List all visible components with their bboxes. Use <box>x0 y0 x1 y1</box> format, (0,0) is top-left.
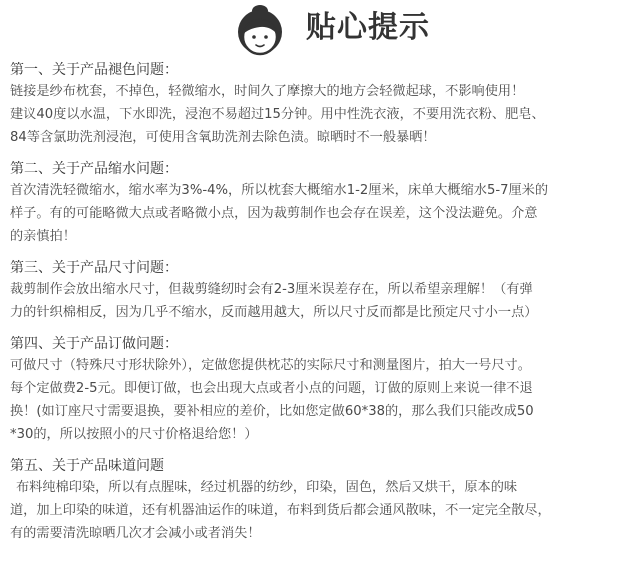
section-size <box>10 258 616 324</box>
section-line: 的亲慎拍！ <box>10 229 76 244</box>
section-line: 首次清洗轻微缩水，缩水率为3%-4%，所以枕套大概缩水1-2厘米，床单大概缩水5-7厘米的 <box>10 183 549 198</box>
section-line: 每个定做费2-5元。即便订做，也会出现大点或者小点的问题，订做的原则上来说一律不退 <box>10 381 533 396</box>
page-title: 贴心提示 <box>306 10 430 45</box>
section-line: 道，加上印染的味道，还有机器油运作的味道，布料到货后都会通风散味，不一定完全散尽， <box>10 503 551 518</box>
section-title: 第五、关于产品味道问题 <box>10 458 164 474</box>
section-shrinkage <box>10 159 616 248</box>
section-line: 链接是纱布枕套，不掉色，轻微缩水，时间久了摩擦大的地方会轻微起球，不影响使用！ <box>10 84 525 99</box>
tips-content <box>10 60 616 551</box>
section-line: *30的，所以按照小的尺寸价格退给您！） <box>10 427 258 442</box>
section-custom-order <box>10 334 616 446</box>
section-title: 第四、关于产品订做问题： <box>10 336 178 352</box>
section-line: 力的针织棉相反，因为几乎不缩水，反而越用越大，所以尺寸反而都是比预定尺寸小一点） <box>10 305 538 320</box>
section-line: 换！(如订座尺寸需要退换，要补相应的差价，比如您定做60*38的，那么我们只能改成50 <box>10 404 534 419</box>
section-title: 第二、关于产品缩水问题： <box>10 161 178 177</box>
section-line: 可做尺寸（特殊尺寸形状除外），定做您提供枕芯的实际尺寸和测量图片，拍大一号尺寸。 <box>10 358 531 373</box>
section-line: 裁剪制作会放出缩水尺寸，但裁剪缝纫时会有2-3厘米误差存在，所以希望亲理解！（有弹 <box>10 282 533 297</box>
section-fading <box>10 60 616 149</box>
section-line: 84等含氯助洗剂浸泡，可使用含氧助洗剂去除色渍。晾晒时不一般暴晒！ <box>10 130 436 145</box>
section-line: 样子。有的可能略微大点或者略微小点，因为裁剪制作也会存在误差，这个没法避免。介意 <box>10 206 538 221</box>
section-title: 第一、关于产品褪色问题： <box>10 62 178 78</box>
section-smell <box>10 456 616 545</box>
section-title: 第三、关于产品尺寸问题： <box>10 260 178 276</box>
section-line: 布料纯棉印染，所以有点腥味，经过机器的纺纱，印染，固色，然后又烘干，原本的味 <box>16 480 518 495</box>
customer-service-girl-icon <box>232 4 288 58</box>
section-line: 建议40度以水温，下水即洗，浸泡不易超过15分钟。用中性洗衣液，不要用洗衣粉、肥皂、 <box>10 107 545 122</box>
section-line: 有的需要清洗晾晒几次才会减小或者消失！ <box>10 526 261 541</box>
header <box>0 0 620 60</box>
